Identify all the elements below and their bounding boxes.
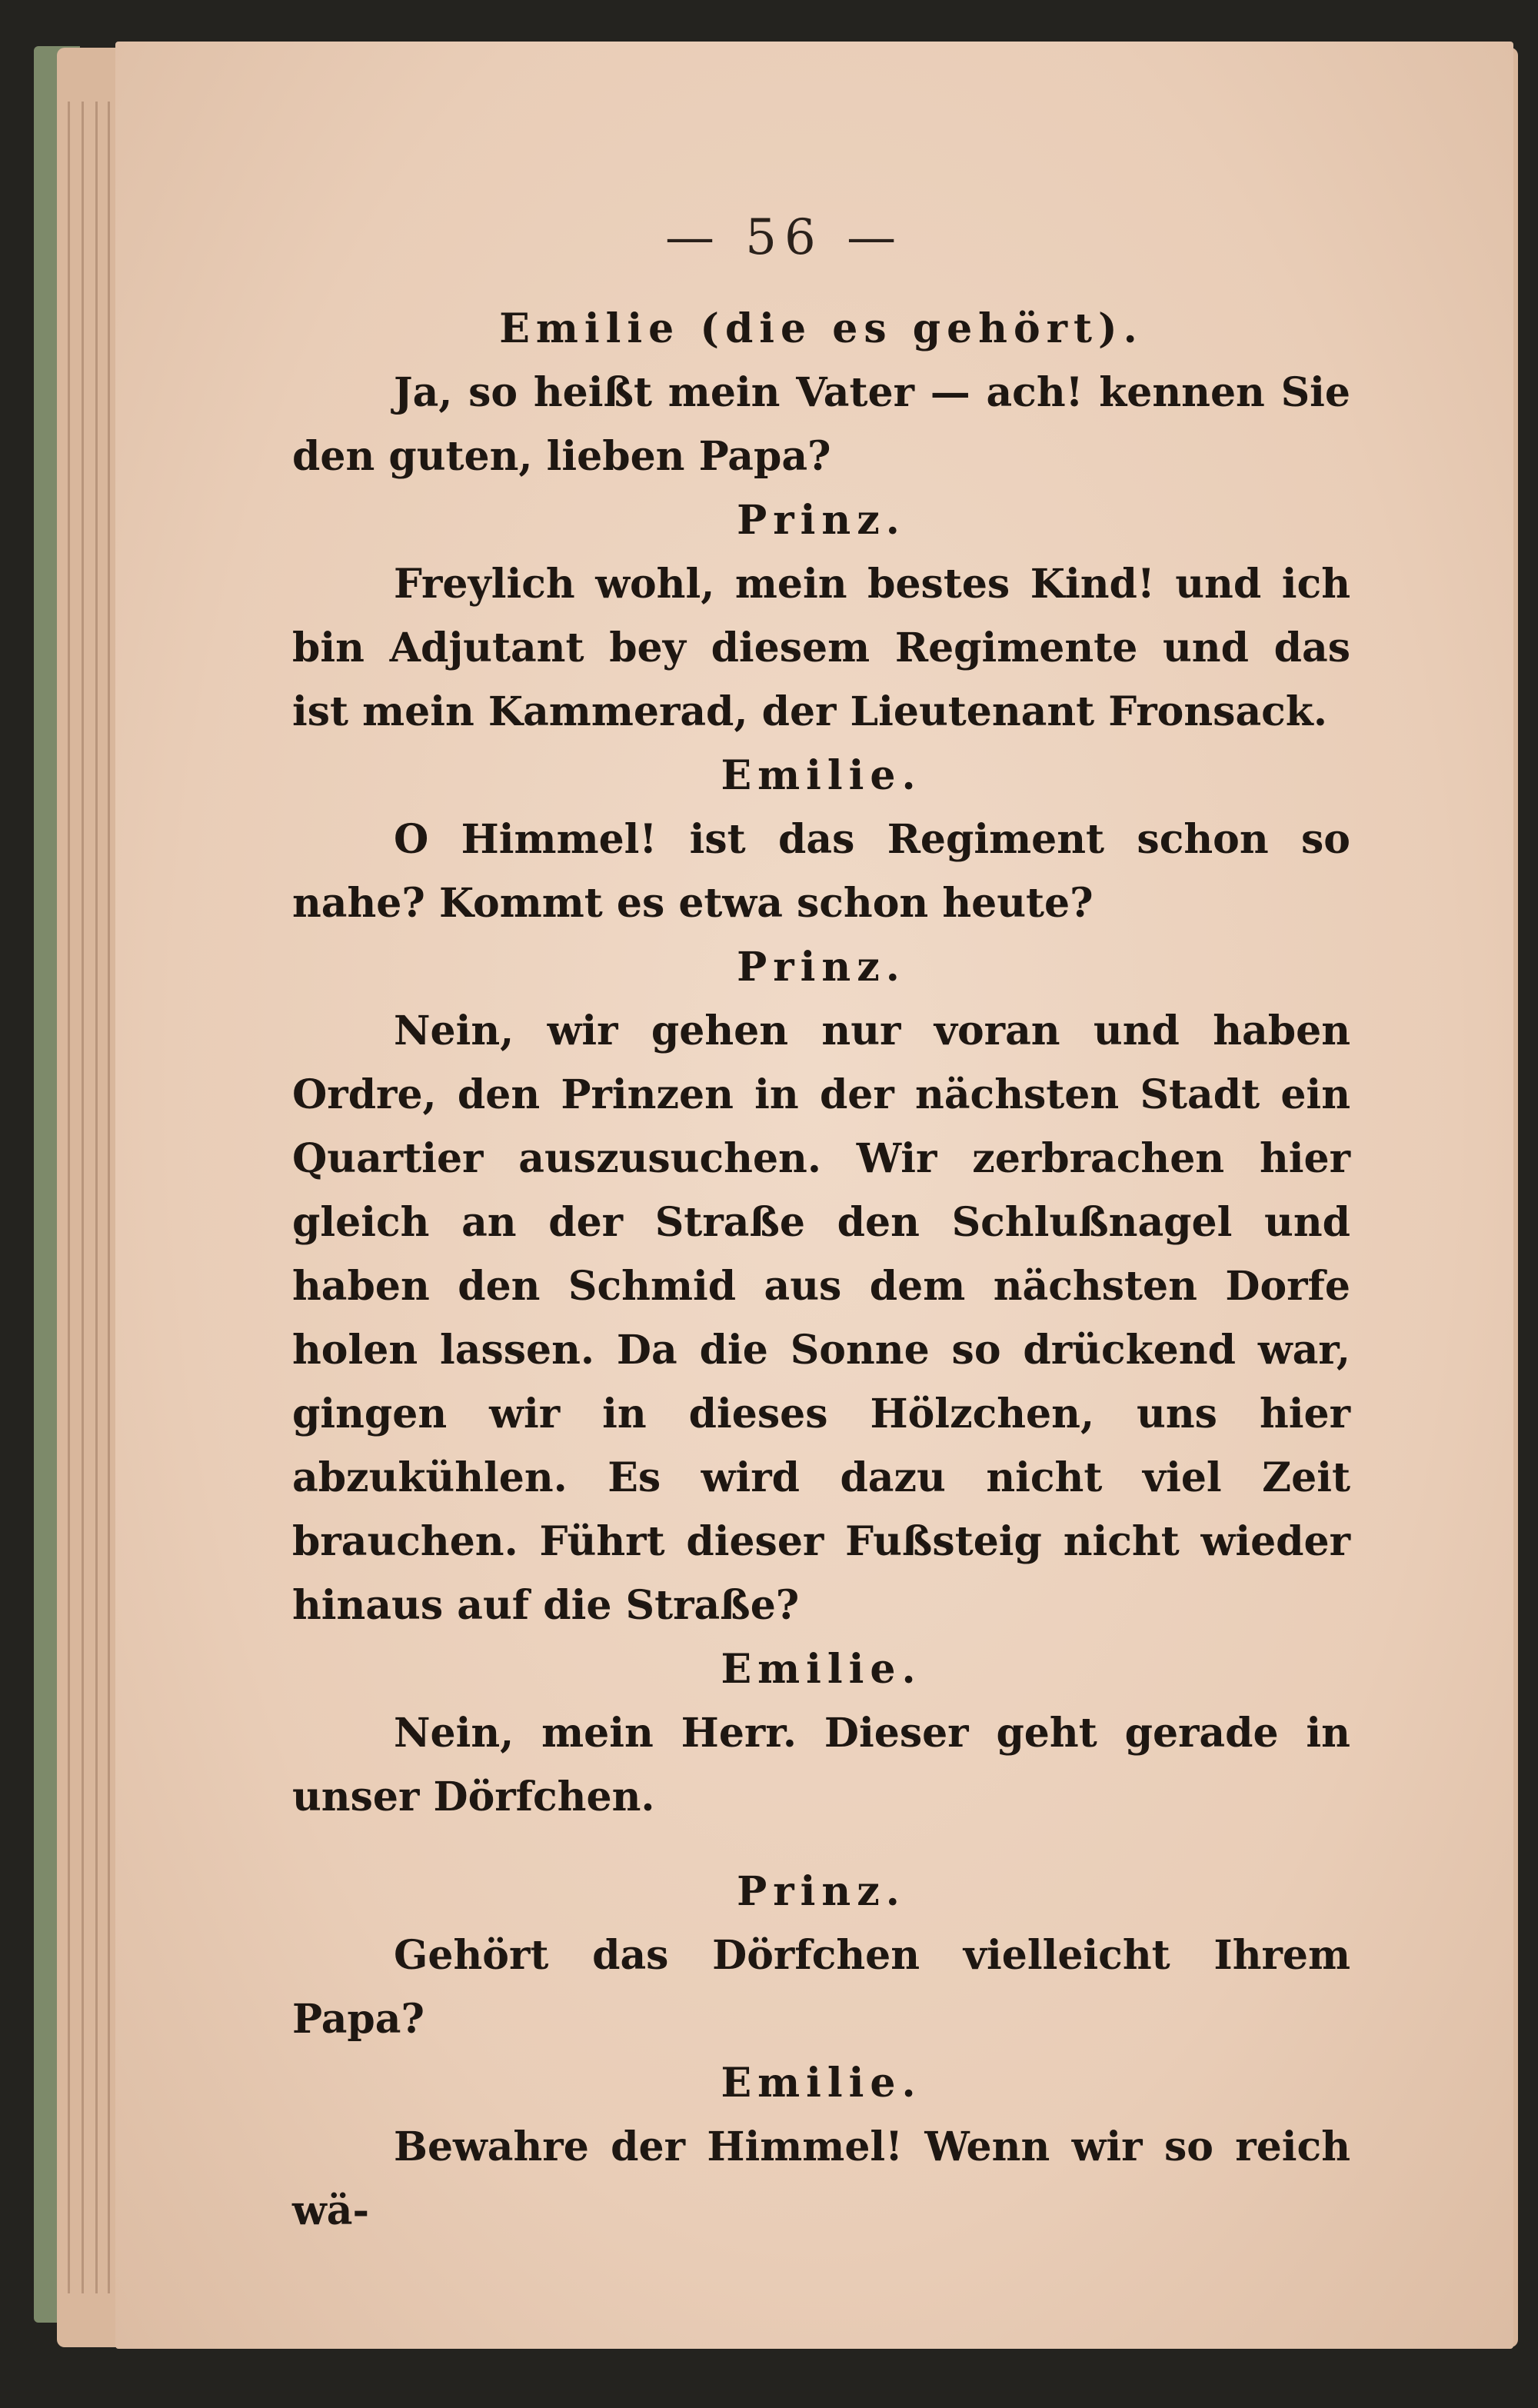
speaker-label: Emilie (die es gehört). bbox=[499, 305, 1144, 352]
paragraph: Nein, wir gehen nur voran und haben Ordre, den Prinzen in der nächsten Stadt ein Quartier auszusuchen. Wir zerbrachen hier gleich an der Straße den Schlußnagel und haben den Schmid aus dem nächsten Dorfe holen lassen. Da die Sonne so drückend war, gingen wir in dieses Hölzchen, uns hier abzukühlen. Es wird dazu nicht viel Zeit brauchen. Führt dieser Fußsteig nicht wieder hinaus auf die Straße? bbox=[292, 1007, 1350, 1629]
speaker-label: Prinz. bbox=[737, 1868, 906, 1915]
paragraph: Freylich wohl, mein bestes Kind! und ich bin Adjutant bey diesem Regimente und das ist mein Kammerad, der Lieutenant Fronsack. bbox=[292, 561, 1350, 735]
page-edge-line bbox=[82, 102, 84, 2293]
paragraph: O Himmel! ist das Regiment schon so nahe? Kommt es etwa schon heute? bbox=[292, 816, 1350, 927]
speaker-label: Emilie. bbox=[721, 752, 922, 799]
page-edge-line bbox=[108, 102, 110, 2293]
paragraph: Bewahre der Himmel! Wenn wir so reich wä- bbox=[292, 2123, 1350, 2234]
speaker-label: Emilie. bbox=[721, 2060, 922, 2107]
paragraph: Nein, mein Herr. Dieser geht gerade in unser Dörfchen. bbox=[292, 1710, 1350, 1820]
page-edge-line bbox=[68, 102, 70, 2293]
speaker-label: Emilie. bbox=[721, 1646, 922, 1693]
paragraph: Ja, so heißt mein Vater — ach! kennen Sie den guten, lieben Papa? bbox=[292, 369, 1350, 480]
page-number: — 56 — bbox=[664, 209, 904, 266]
page-text bbox=[292, 297, 1350, 2243]
paragraph: Gehört das Dörfchen vielleicht Ihrem Papa? bbox=[292, 1932, 1350, 2043]
speaker-label: Prinz. bbox=[737, 944, 906, 991]
page-edge-line bbox=[95, 102, 98, 2293]
line-gap bbox=[292, 1829, 1350, 1860]
speaker-label: Prinz. bbox=[737, 497, 906, 544]
